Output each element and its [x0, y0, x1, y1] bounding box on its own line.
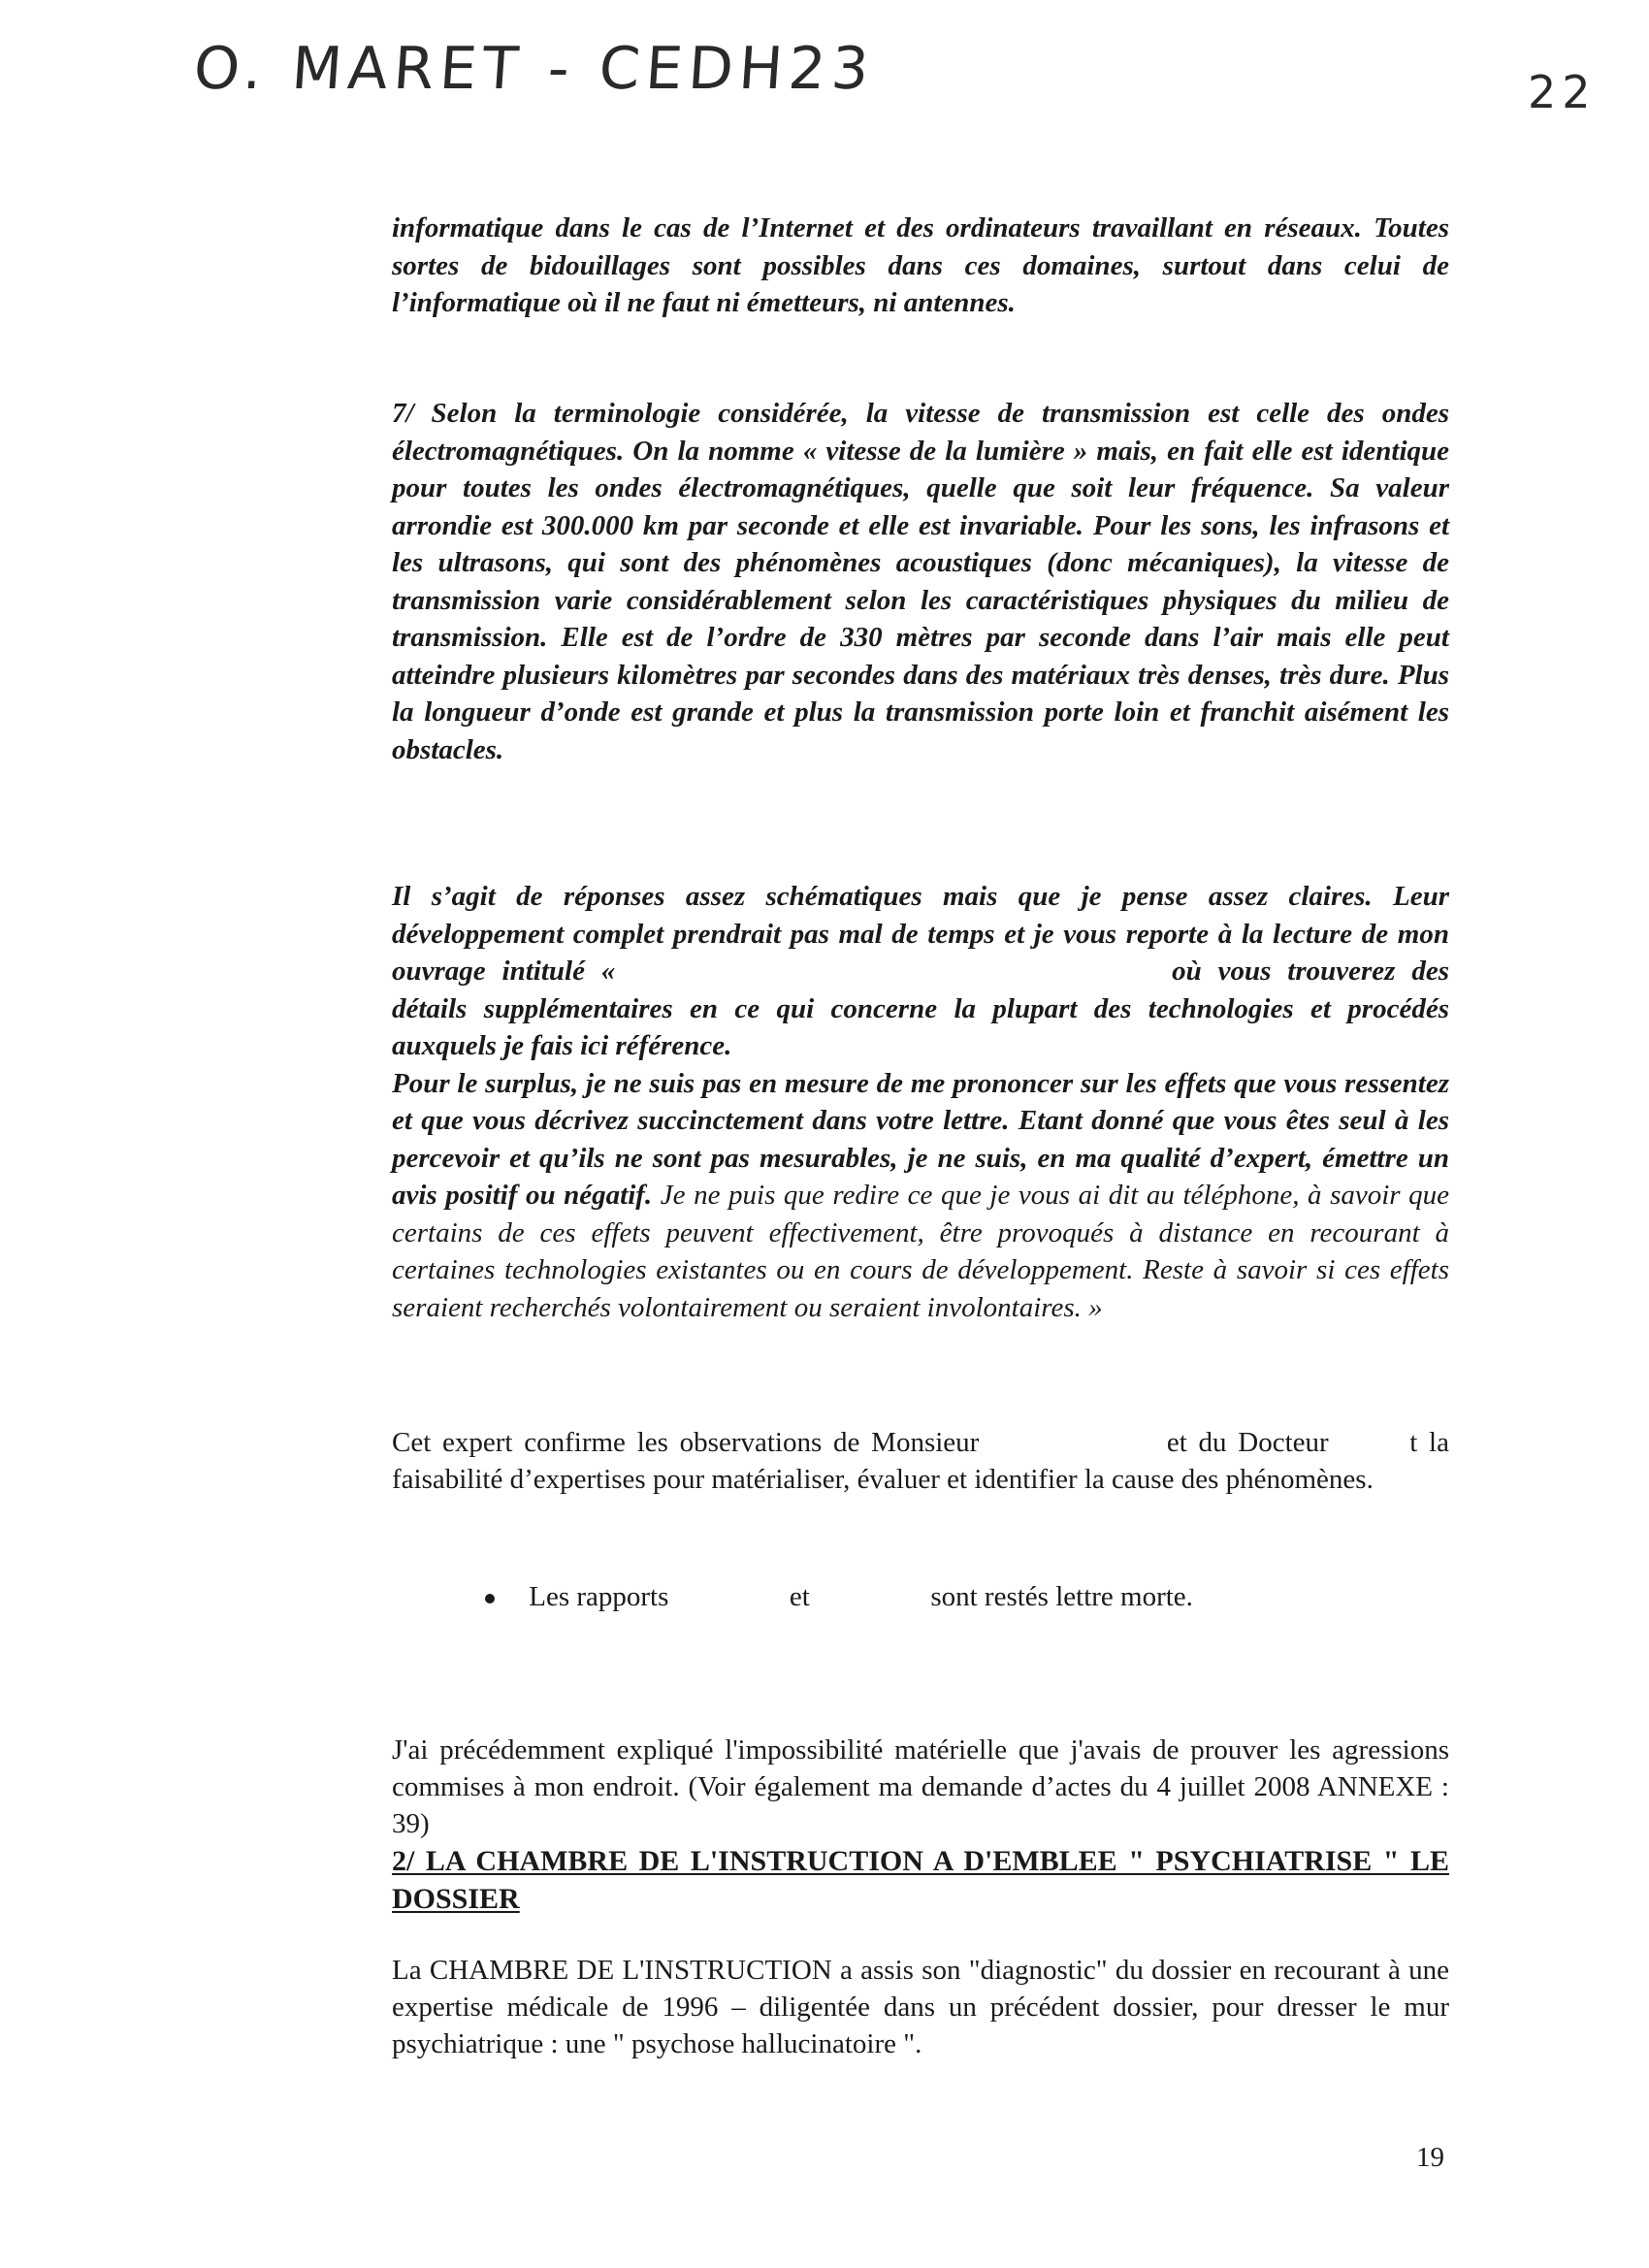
paragraph-text: 7/ Selon la terminologie considérée, la vitesse de transmission est celle des ondes électromagnétiques. On la nomme « vitesse de la lumière » mais, en fait elle est identique pour toutes les ondes électromagnétiques, quelle que soit leur fréquence. Sa valeur arrondie est 300.000 km par seconde et elle est invariable. Pour les sons, les infrasons et les ultrasons, qui sont des phénomènes acoustiques (donc mécaniques), la vitesse de transmission varie considérablement selon les caractéristiques physiques du milieu de transmission. Elle est de l’ordre de 330 mètres par seconde dans l’air mais elle peut atteindre plusieurs kilomètres par secondes dans des matériaux très denses, très dure. Plus la longueur d’onde est grande et plus la transmission porte loin et franchit aisément les obstacles.: [392, 398, 1449, 765]
page-number: 19: [1416, 2142, 1444, 2173]
paragraph-text: La CHAMBRE DE L'INSTRUCTION a assis son "diagnostic" du dossier en recourant à une expertise médicale de 1996 – diligentée dans un précédent dossier, pour dresser le mur psychiatrique : une " psychose hallucinatoire ".: [392, 1955, 1449, 2059]
section-heading: 2/ LA CHAMBRE DE L'INSTRUCTION A D'EMBLEE " PSYCHIATRISE " LE DOSSIER: [392, 1845, 1449, 1915]
paragraph-surplus: [392, 1065, 1449, 1327]
paragraph-text: J'ai précédemment expliqué l'impossibilité matérielle que j'avais de prouver les agressions commises à mon endroit. (Voir également ma demande d’actes du 4 juillet 2008 ANNEXE : 39): [392, 1734, 1449, 1839]
paragraph-internet: [392, 210, 1449, 322]
responses-text-start: Il s’agit de réponses assez schématiques mais que je pense assez claires. Leur développement complet prendrait pas mal de temps et je vous reporte à la lecture de mon ouvrage intitulé «: [392, 881, 1449, 987]
handwritten-page-number: 22: [1528, 66, 1597, 118]
bullet-item-reports: [485, 1581, 1193, 1613]
surplus-bold-text: Pour le surplus, je ne suis pas en mesure de me prononcer sur les effets que vous ressentez et que vous décrivez succinctement dans votre lettre. Etant donné que vous êtes seul à les percevoir et qu’ils ne sont pas mesurables, je ne suis, en ma qualité d’expert, émettre un avis positif ou négatif.: [392, 1067, 1449, 1211]
handwritten-annotation: O. MARET - CEDH23: [191, 35, 877, 103]
paragraph-impossibility: [392, 1732, 1449, 1918]
paragraph-text: [392, 878, 1449, 1065]
paragraph-transmission-speed: [392, 395, 1449, 768]
bullet-text-middle: et: [789, 1581, 810, 1612]
surplus-regular-text: Je ne puis que redire ce que je vous ai dit au téléphone, à savoir que certains de ces effets peuvent effectivement, être provoqués à distance en recourant à certaines technologies existantes ou en cours de développement. Reste à savoir si ces effets seraient recherchés volontairement ou seraient involontaires. »: [392, 1180, 1450, 1323]
bullet-text-start: Les rapports: [529, 1581, 669, 1612]
confirmation-text-middle: et du Docteur: [1166, 1427, 1329, 1458]
paragraph-expert-confirmation: [392, 1424, 1449, 1498]
paragraph-text: informatique dans le cas de l’Internet et des ordinateurs travaillant en réseaux. Toutes sortes de bidouillages sont possibles dans ces domaines, surtout dans celui de l’informatique où il ne faut ni émetteurs, ni antennes.: [392, 212, 1449, 318]
confirmation-text-start: Cet expert confirme les observations de Monsieur: [392, 1427, 980, 1458]
paragraph-chambre: [392, 1952, 1449, 2062]
paragraph-text: [392, 1424, 1449, 1498]
bullet-text-end: sont restés lettre morte.: [930, 1581, 1193, 1612]
confirmation-text-end: t la faisabilité d’expertises pour matérialiser, évaluer et identifier la cause des phénomènes.: [392, 1427, 1449, 1495]
bullet-icon: [485, 1594, 495, 1604]
responses-text-end: où vous trouverez des détails supplémentaires en ce qui concerne la plupart des technologies et procédés auxquels je fais ici référence.: [392, 956, 1450, 1061]
paragraph-responses: [392, 878, 1449, 1326]
